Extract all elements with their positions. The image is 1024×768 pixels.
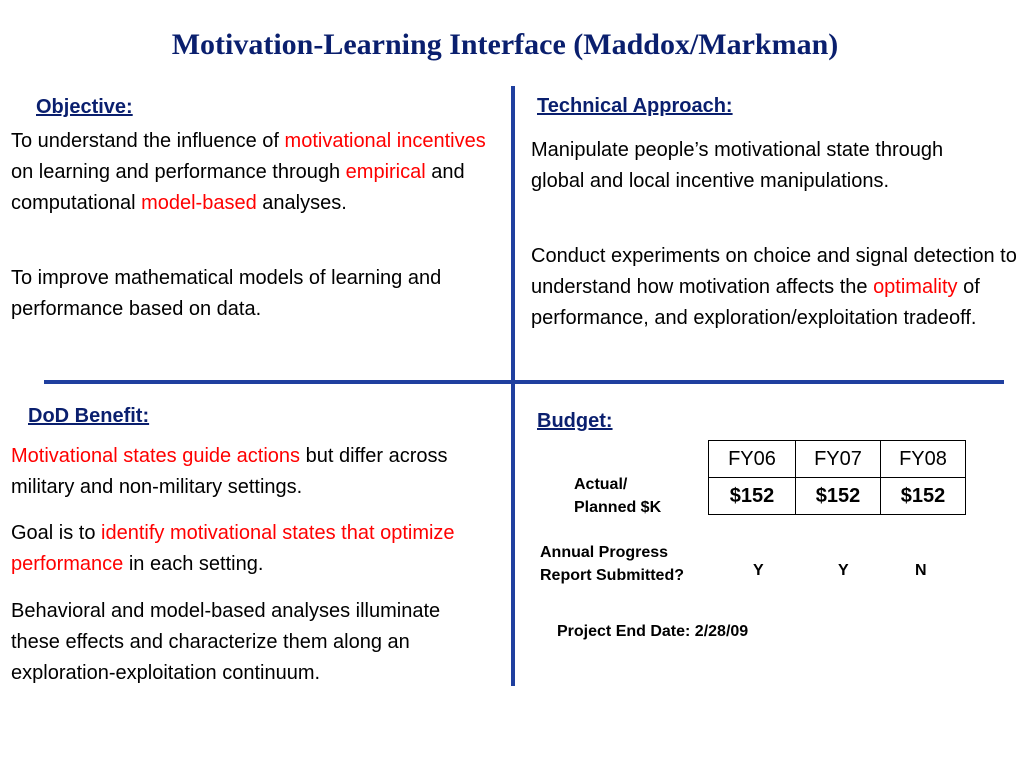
budget-row-label-line-1: Actual/ (574, 476, 628, 493)
objective-paragraph-1: To understand the influence of motivational incentives on learning and performance through empirical and computational model-based analyses. (11, 130, 486, 214)
budget-value-row (709, 478, 966, 515)
progress-fy07: Y (838, 562, 849, 579)
budget-value-cell: $152 (796, 478, 881, 515)
budget-header-row (709, 441, 966, 478)
budget-heading: Budget: (537, 410, 613, 432)
budget-table (708, 440, 966, 515)
budget-value-cell: $152 (881, 478, 966, 515)
dod-paragraph-1: Motivational states guide actions but differ across military and non-military settings. (11, 445, 448, 498)
progress-fy08: N (915, 562, 927, 579)
budget-value-cell: $152 (709, 478, 796, 515)
objective-paragraph-2: To improve mathematical models of learning and performance based on data. (11, 267, 442, 320)
budget-row-label-line-2: Planned $K (574, 499, 662, 516)
dod-benefit-heading: DoD Benefit: (28, 405, 150, 427)
budget-row-label (574, 473, 661, 519)
dod-paragraph-2: Goal is to identify motivational states that optimize performance in each setting. (11, 522, 455, 575)
objective-heading: Objective: (36, 96, 133, 118)
progress-label-line-2: Report Submitted? (540, 567, 684, 584)
budget-year-cell: FY06 (709, 441, 796, 478)
technical-paragraph-2: Conduct experiments on choice and signal detection to understand how motivation affects the optimality of performance, and exploration/exploitation tradeoff. (531, 245, 1017, 329)
horizontal-divider (44, 380, 1004, 384)
technical-approach-heading: Technical Approach: (537, 95, 733, 117)
technical-paragraph-1: Manipulate people’s motivational state through global and local incentive manipulations. (531, 139, 944, 192)
progress-label (540, 541, 684, 587)
progress-label-line-1: Annual Progress (540, 544, 669, 561)
page-title: Motivation-Learning Interface (Maddox/Markman) (171, 28, 839, 61)
budget-year-cell: FY07 (796, 441, 881, 478)
dod-paragraph-3: Behavioral and model-based analyses illuminate these effects and characterize them along an exploration-exploitation continuum. (11, 600, 441, 684)
progress-fy06: Y (753, 562, 764, 579)
budget-year-cell: FY08 (881, 441, 966, 478)
project-end-date: Project End Date: 2/28/09 (557, 623, 749, 640)
vertical-divider (511, 86, 515, 686)
